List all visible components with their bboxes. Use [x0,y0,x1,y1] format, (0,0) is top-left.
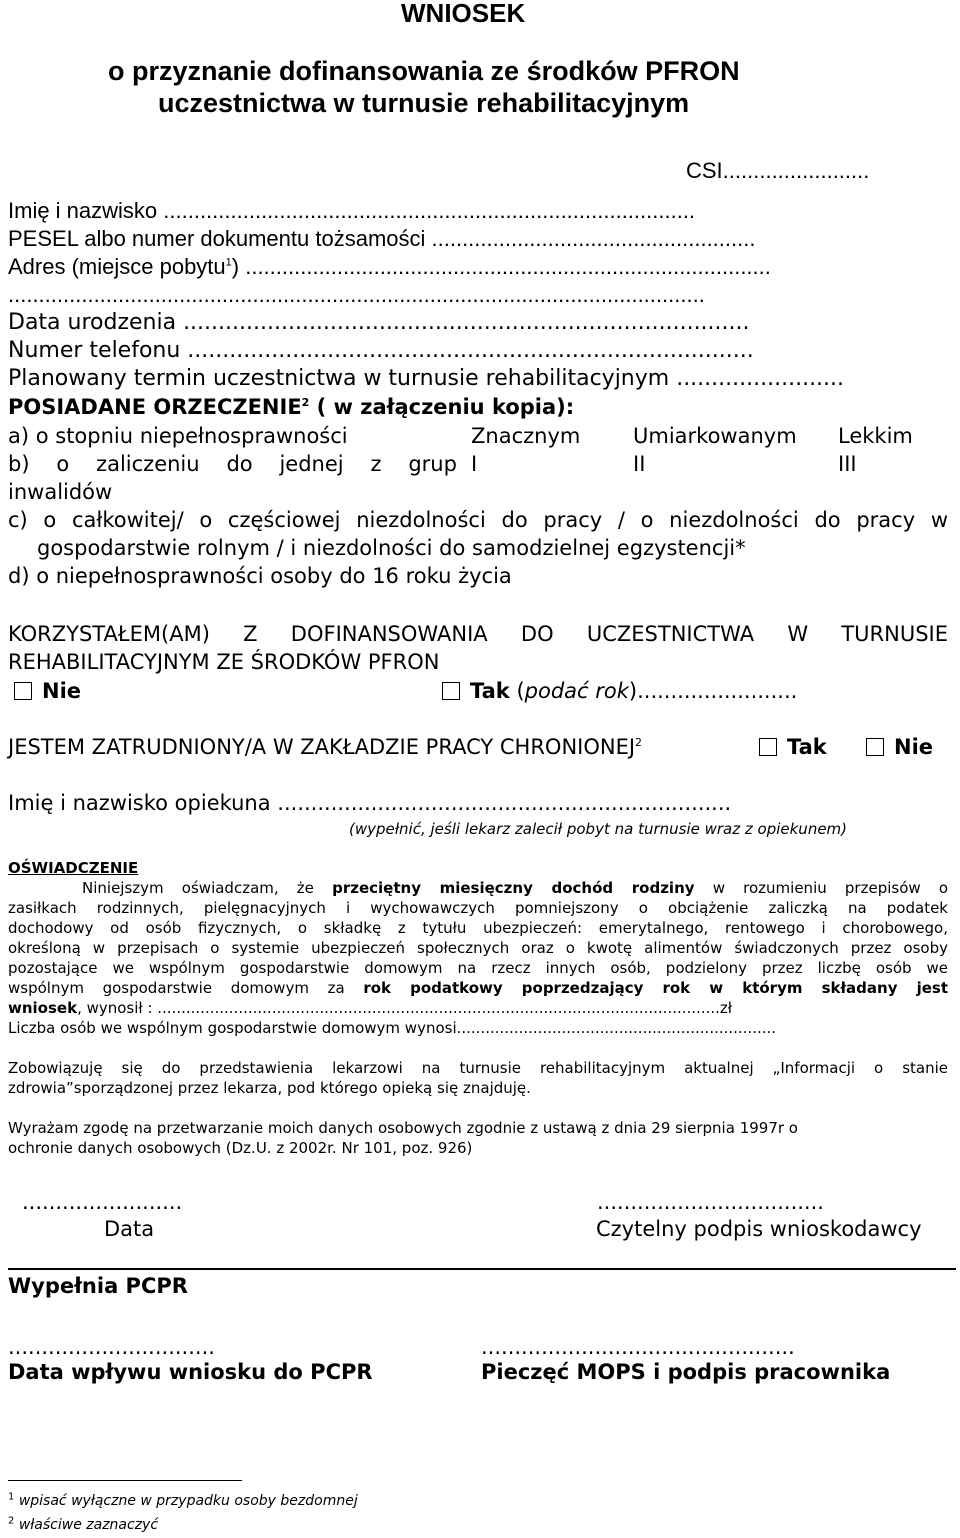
cert-a-label: a) o stopniu niepełnosprawności [8,424,348,448]
footnote-ref-1: 1 [225,256,232,269]
pcpr-stamp-field[interactable]: ............................................... [481,1335,795,1359]
employment-option-nie[interactable]: Nie [866,733,933,761]
address-field[interactable] [8,253,948,281]
cert-a-option-moderate[interactable]: Umiarkowanym [633,424,797,448]
income-field[interactable]: wniosek, wynosił : ......................................................................................................................zł [8,999,733,1017]
checkbox-icon[interactable] [14,682,32,700]
declaration-line-6: wspólnym gospodarstwie domowym za rok podatkowy poprzedzający rok w którym składany jest [8,979,949,997]
cert-c-label-line2: gospodarstwie rolnym / i niezdolności do samodzielnej egzystencji* [37,536,746,560]
phone-field[interactable]: Numer telefonu ................................................................................. [8,338,754,363]
declaration-line-2: zasiłkach rodzinnych, pielęgnacyjnych i wychowawczych pomniejszony o obciążenie zaliczką na podatek [8,899,948,917]
address-dots: ) ...................................................................................... [231,254,771,279]
pcpr-heading: Wypełnia PCPR [8,1274,188,1298]
footnote-divider [8,1480,242,1481]
cert-b-option-3[interactable]: III [838,452,857,476]
cert-b-option-1[interactable]: I [471,452,478,476]
term-field[interactable]: Planowany termin uczestnictwa w turnusie rehabilitacyjnym ........................ [8,366,845,391]
csi-field[interactable]: CSI........................ [686,158,870,183]
page-title: WNIOSEK [401,0,526,28]
signature-date-field[interactable]: ........................ [22,1190,183,1214]
cert-b-label: b) o zaliczeniu do jednej z grup [8,452,457,476]
health-info-line-1: Zobowiązuję się do przedstawienia lekarzowi na turnusie rehabilitacyjnym aktualnej „Informacji o stanie [8,1059,948,1077]
declaration-heading: OŚWIADCZENIE [8,859,139,877]
signature-date-label: Data [104,1217,155,1241]
guardian-name-field[interactable]: Imię i nazwisko opiekuna .................................................................... [8,791,732,815]
signature-sign-field[interactable]: .................................. [597,1190,824,1214]
declaration-line-3: dochodowy od osób fizycznych, o składkę z tytułu ubezpieczeń: emerytalnego, rentowego i chorobowego, [8,919,948,937]
checkbox-icon[interactable] [759,738,777,756]
declaration-line-1: Niniejszym oświadczam, że przeciętny miesięczny dochód rodziny w rozumieniu przepisów o [82,879,949,897]
checkbox-icon[interactable] [866,738,884,756]
household-count-field[interactable]: Liczba osób we wspólnym gospodarstwie domowym wynosi................................................................... [8,1019,777,1037]
address-label: Adres (miejsce pobytu [8,254,226,279]
footnote-ref-2: 2 [635,736,643,749]
employment-option-tak[interactable]: Tak [759,733,827,761]
certificate-heading: POSIADANE ORZECZENIE$^2$ ( w załączeniu kopia): [8,395,575,419]
birth-date-field[interactable]: Data urodzenia ................................................................................. [8,310,750,335]
address-field-line2[interactable]: .................................................................................................................. [8,282,705,307]
cert-a-option-light[interactable]: Lekkim [838,424,913,448]
cert-b-option-2[interactable]: II [633,452,646,476]
benefit-option-tak[interactable]: Tak (podać rok)........................ [442,677,797,705]
consent-line-1: Wyrażam zgodę na przetwarzanie moich danych osobowych zgodnie z ustawą z dnia 29 sierpnia 1997r o [8,1119,798,1137]
declaration-line-5: pozostające we wspólnym gospodarstwie domowym na rzecz innych osób, podzielony przez liczbę osób we [8,959,948,977]
declaration-line-4: określoną w przepisach o systemie ubezpieczeń społecznych oraz o kwotę alimentów świadczonych przez osoby [8,939,948,957]
consent-line-2: ochronie danych osobowych (Dz.U. z 2002r. Nr 101, poz. 926) [8,1139,473,1157]
signature-sign-label: Czytelny podpis wnioskodawcy [596,1217,922,1241]
guardian-note: (wypełnić, jeśli lekarz zalecił pobyt na turnusie wraz z opiekunem) [349,820,848,838]
page-subtitle-line1: o przyznanie dofinansowania ze środków PFRON [108,56,740,86]
benefit-question: KORZYSTAŁEM(AM) Z DOFINANSOWANIA DO UCZESTNICTWA W TURNUSIE [8,622,948,646]
benefit-option-nie[interactable]: Nie [14,677,81,705]
checkbox-icon[interactable] [442,682,460,700]
cert-b-label-line2: inwalidów [8,480,113,504]
employment-question: JESTEM ZATRUDNIONY/A W ZAKŁADZIE PRACY CHRONIONEJ$^2$ [8,735,643,759]
footnote-2: $^2$ właściwe zaznaczyć [8,1515,159,1533]
health-info-line-2: zdrowia”sporządzonej przez lekarza, pod którego opieką się znajduję. [8,1079,531,1097]
cert-c-label[interactable]: c) o całkowitej/ o częściowej niezdolności do pracy / o niezdolności do pracy w [8,508,948,532]
cert-a-option-significant[interactable]: Znacznym [471,424,581,448]
footnote-1: $^1$ wpisać wyłączne w przypadku osoby bezdomnej [8,1491,358,1509]
pcpr-date-label: Data wpływu wniosku do PCPR [8,1360,373,1384]
pcpr-stamp-label: Pieczęć MOPS i podpis pracownika [481,1360,891,1384]
page-subtitle-line2: uczestnictwa w turnusie rehabilitacyjnym [158,88,690,118]
footnote-ref-2: 2 [301,396,310,409]
pesel-field[interactable]: PESEL albo numer dokumentu tożsamości ..................................................... [8,226,756,251]
pcpr-date-field[interactable]: ............................... [8,1335,215,1359]
benefit-question-line2: REHABILITACYJNYM ZE ŚRODKÓW PFRON [8,650,440,674]
cert-d-label[interactable]: d) o niepełnosprawności osoby do 16 roku życia [8,564,512,588]
name-field[interactable]: Imię i nazwisko ....................................................................................... [8,198,696,223]
divider [8,1268,956,1270]
